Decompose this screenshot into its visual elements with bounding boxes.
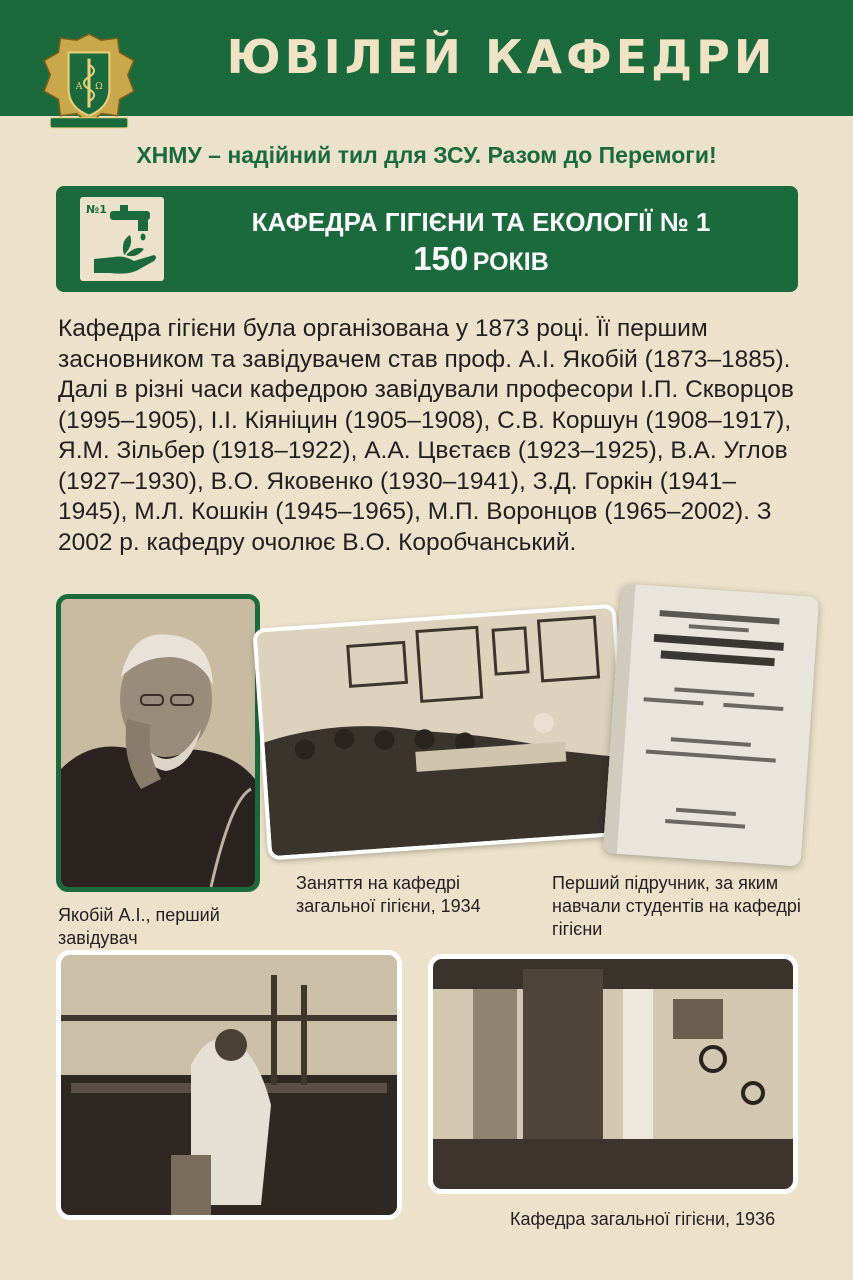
classroom-photo [252,604,631,861]
intro-paragraph: Кафедра гігієни була організована у 1873 році. Її першим засновником та завідувачем став проф. А.І. Якобій (1873–1885). Далі в різні часи кафедрою завідували професори І.П. Скворцов (1995–1905), І.І. Кіяніцин (1905–1908), С.В. Коршун (1908–1917), Я.М. Зільбер (1918–1922), А.А. Цвєтаєв (1923–1925), В.А. Углов (1927–1930), В.О. Яковенко (1930–1941), З.Д. Горкін (1941–1945), М.Л. Кошкін (1945–1965), М.П. Воронцов (1965–2002). З 2002 р. кафедру очолює В.О. Коробчанський. [58,315,794,556]
banner-title: КАФЕДРА ГІГІЄНИ ТА ЕКОЛОГІЇ № 1 [251,207,711,237]
header-bar [0,0,853,116]
textbook-photo [603,583,819,866]
portrait-caption: Якобій А.І., перший завідувач [58,905,220,948]
bottom-photo-caption: Кафедра загальної гігієни, 1936 [510,1209,776,1229]
portrait-photo [56,594,260,892]
svg-text:Ω: Ω [95,81,103,93]
page-title: ЮВІЛЕЙ КАФЕДРИ [226,30,777,84]
years-word: РОКІВ [472,248,549,276]
university-crest-icon [38,30,140,132]
slogan: ХНМУ – надійний тил для ЗСУ. Разом до Перемоги! [136,142,717,168]
hygiene-tap-hand-icon [80,197,164,281]
department-banner [56,186,798,292]
department-1936-photo [428,954,798,1194]
textbook-caption: Перший підручник, за яким навчали студентів на кафедрі гігієни [552,873,801,939]
laboratory-photo [56,950,402,1220]
classroom-caption: Заняття на кафедрі загальної гігієни, 1934 [296,873,481,916]
icon-badge: №1 [86,203,107,216]
svg-text:A: A [75,81,83,93]
banner-years [226,240,736,278]
years-number: 150 [413,240,469,277]
